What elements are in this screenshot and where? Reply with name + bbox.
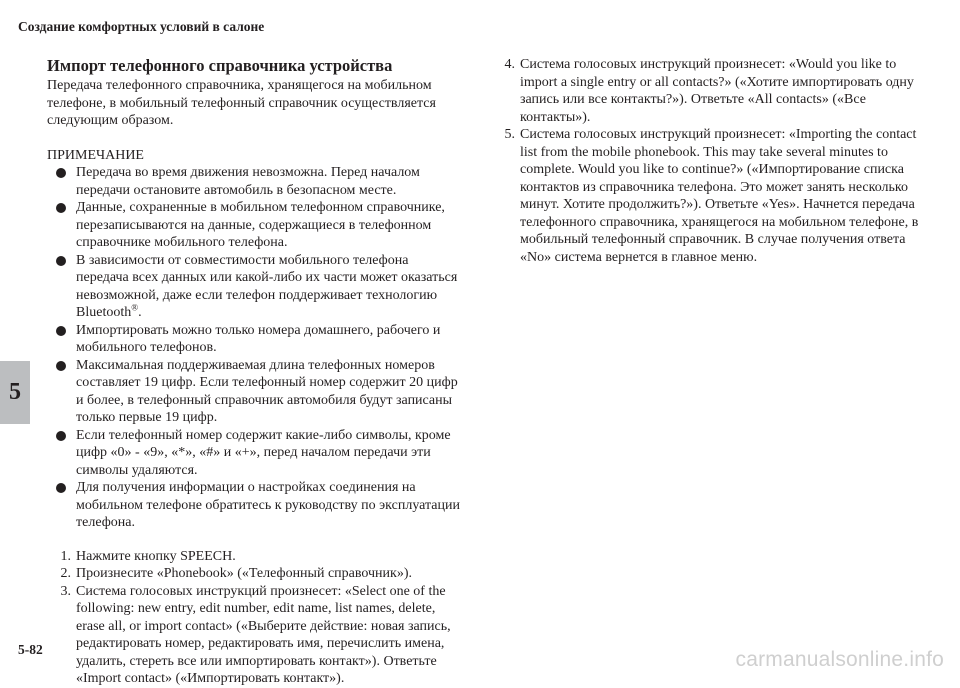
bullet-icon: [56, 326, 66, 336]
intro-paragraph: Передача телефонного справочника, хранящегося на мобильном телефоне, в мобильный телефонный справочник осуществляется следующим образом.: [47, 78, 436, 128]
note-text: Передача во время движения невозможна. Перед началом передачи остановите автомобиль в безопасном месте.: [76, 165, 420, 198]
note-text: Для получения информации о настройках соединения на мобильном телефоне обратитесь к руководству по эксплуатации телефона.: [76, 480, 460, 530]
step-item: [47, 583, 461, 688]
note-item: [47, 164, 461, 199]
note-text: В зависимости от совместимости мобильного телефона передача всех данных или какой-либо их части может оказаться невозможной, даже если телефон поддерживает технологию Bluetooth: [76, 252, 458, 320]
step-text: Произнесите «Phonebook» («Телефонный справочник»).: [76, 566, 413, 581]
bullet-icon: [56, 203, 66, 213]
note-item: [47, 252, 461, 322]
step-number: 5.: [504, 127, 515, 142]
note-heading: ПРИМЕЧАНИЕ: [47, 147, 144, 163]
running-header: Создание комфортных условий в салоне: [18, 19, 265, 34]
note-text: Если телефонный номер содержит какие-либо символы, кроме цифр «0» - «9», «*», «#» и «+», перед началом передачи эти символы удаляются.: [76, 427, 451, 478]
note-text: Импортировать можно только номера домашнего, рабочего и мобильного телефонов.: [76, 322, 441, 355]
step-number: 3.: [60, 583, 71, 599]
left-column: [47, 56, 461, 688]
step-text: Система голосовых инструкций произнесет: «Select one of the following: new entry, edit number, edit name, list names, delete, erase all, or import contact» («Выберите действие: новая запись, редактировать номер, редактировать имя, перечислить имена, удалить, стереть все или импортировать контакт»). Ответьте «Import contact» («Импортировать контакт»).: [76, 583, 451, 686]
step-item: [501, 56, 921, 126]
note-text-end: .: [138, 305, 142, 320]
step-list-right: [501, 56, 921, 266]
step-item: [501, 126, 921, 266]
step-text: Нажмите кнопку SPEECH.: [76, 548, 236, 564]
step-list-left: [47, 548, 461, 688]
registered-mark: ®: [131, 302, 139, 313]
step-item: [47, 565, 461, 583]
note-item: [47, 357, 461, 427]
note-item: [47, 427, 461, 480]
step-number: 2.: [60, 566, 71, 581]
bullet-icon: [56, 431, 66, 441]
note-item: [47, 479, 461, 532]
right-column: [501, 56, 921, 266]
note-item: [47, 199, 461, 252]
bullet-icon: [56, 256, 66, 266]
note-list: [47, 164, 461, 532]
chapter-tab-label: 5: [9, 379, 21, 405]
step-number: 4.: [504, 57, 515, 72]
watermark: carmanualsonline.info: [735, 648, 944, 671]
bullet-icon: [56, 483, 66, 493]
step-number: 1.: [60, 548, 71, 564]
article-title: Импорт телефонного справочника устройства: [47, 56, 393, 75]
note-text: Максимальная поддерживаемая длина телефонных номеров составляет 19 цифр. Если телефонный номер содержит 20 цифр и более, в телефонный справочник автомобиля будут записаны только первые 19 цифр.: [76, 357, 458, 425]
step-text: Система голосовых инструкций произнесет: «Would you like to import a single entry or all contacts?» («Хотите импортировать одну запись или все контакты?»). Ответьте «All contacts» («Все контакты»).: [520, 57, 914, 125]
bullet-icon: [56, 361, 66, 371]
page-number: 5-82: [18, 642, 43, 657]
chapter-tab: [0, 361, 30, 424]
bullet-icon: [56, 168, 66, 178]
note-item: [47, 322, 461, 357]
step-item: [47, 548, 461, 566]
step-text: Система голосовых инструкций произнесет: «Importing the contact list from the mobile phonebook. This may take several minutes to complete. Would you like to continue?» («Импортирование списка контактов из справочника телефона. Это может занять несколько минут. Хотите продолжить?»). Ответьте «Yes». Начнется передача телефонного справочника, хранящегося на мобильном телефоне, в мобильный телефонный справочник. В случае получения ответа «No» система вернется в главное меню.: [520, 127, 919, 265]
note-text: Данные, сохраненные в мобильном телефонном справочнике, перезаписываются на данные, содержащиеся в телефонном справочнике мобильного телефона.: [76, 200, 445, 250]
